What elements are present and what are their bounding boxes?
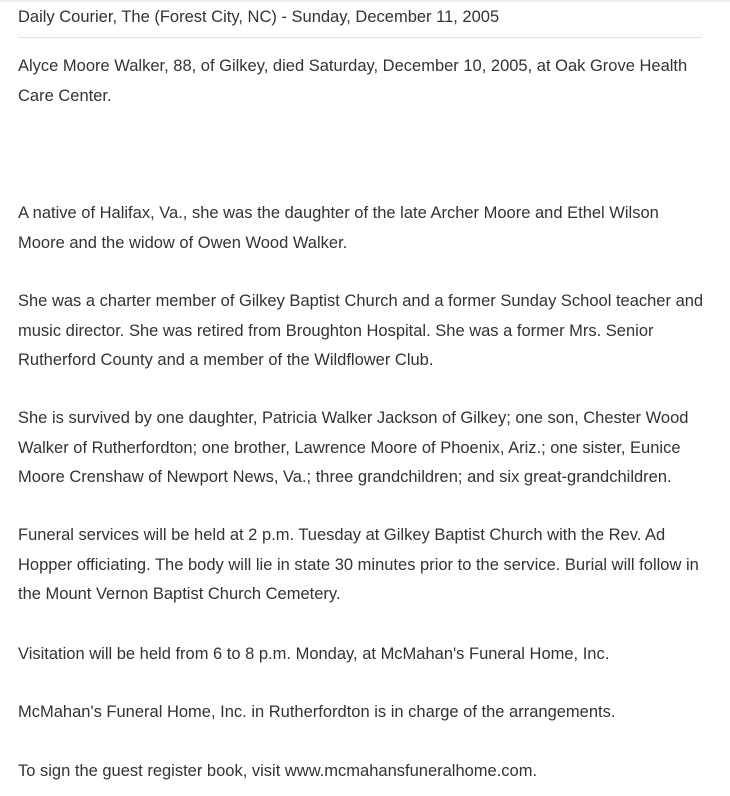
header-divider: [18, 37, 702, 38]
top-border: [0, 0, 730, 2]
obituary-paragraph-activities: She was a charter member of Gilkey Baptist Church and a former Sunday School teacher and music director. She was retired from Broughton Hospital. She was a former Mrs. Senior Rutherford County and a member of the Wildflower Club.: [18, 292, 704, 369]
obituary-paragraph-visitation: Visitation will be held from 6 to 8 p.m. Monday, at McMahan's Funeral Home, Inc.: [18, 645, 610, 663]
source-header: Daily Courier, The (Forest City, NC) - Sunday, December 11, 2005: [18, 8, 500, 26]
obituary-paragraph-intro: Alyce Moore Walker, 88, of Gilkey, died Saturday, December 10, 2005, at Oak Grove Health Care Center.: [18, 57, 688, 105]
obituary-paragraph-family-background: A native of Halifax, Va., she was the daughter of the late Archer Moore and Ethel Wilson Moore and the widow of Owen Wood Walker.: [18, 204, 659, 252]
obituary-paragraph-survivors: She is survived by one daughter, Patricia Walker Jackson of Gilkey; one son, Chester Wood Walker of Rutherfordton; one brother, Lawrence Moore of Phoenix, Ariz.; one sister, Eunice Moore Crenshaw of Newport News, Va.; three grandchildren; and six great-grandchildren.: [18, 409, 689, 486]
obituary-paragraph-guest-register: To sign the guest register book, visit www.mcmahansfuneralhome.com.: [18, 762, 538, 780]
obituary-paragraph-funeral-services: Funeral services will be held at 2 p.m. Tuesday at Gilkey Baptist Church with the Rev. Ad Hopper officiating. The body will lie in state 30 minutes prior to the service. Burial will follow in the Mount Vernon Baptist Church Cemetery.: [18, 526, 699, 603]
obituary-paragraph-arrangements: McMahan's Funeral Home, Inc. in Rutherfordton is in charge of the arrangements.: [18, 703, 616, 721]
